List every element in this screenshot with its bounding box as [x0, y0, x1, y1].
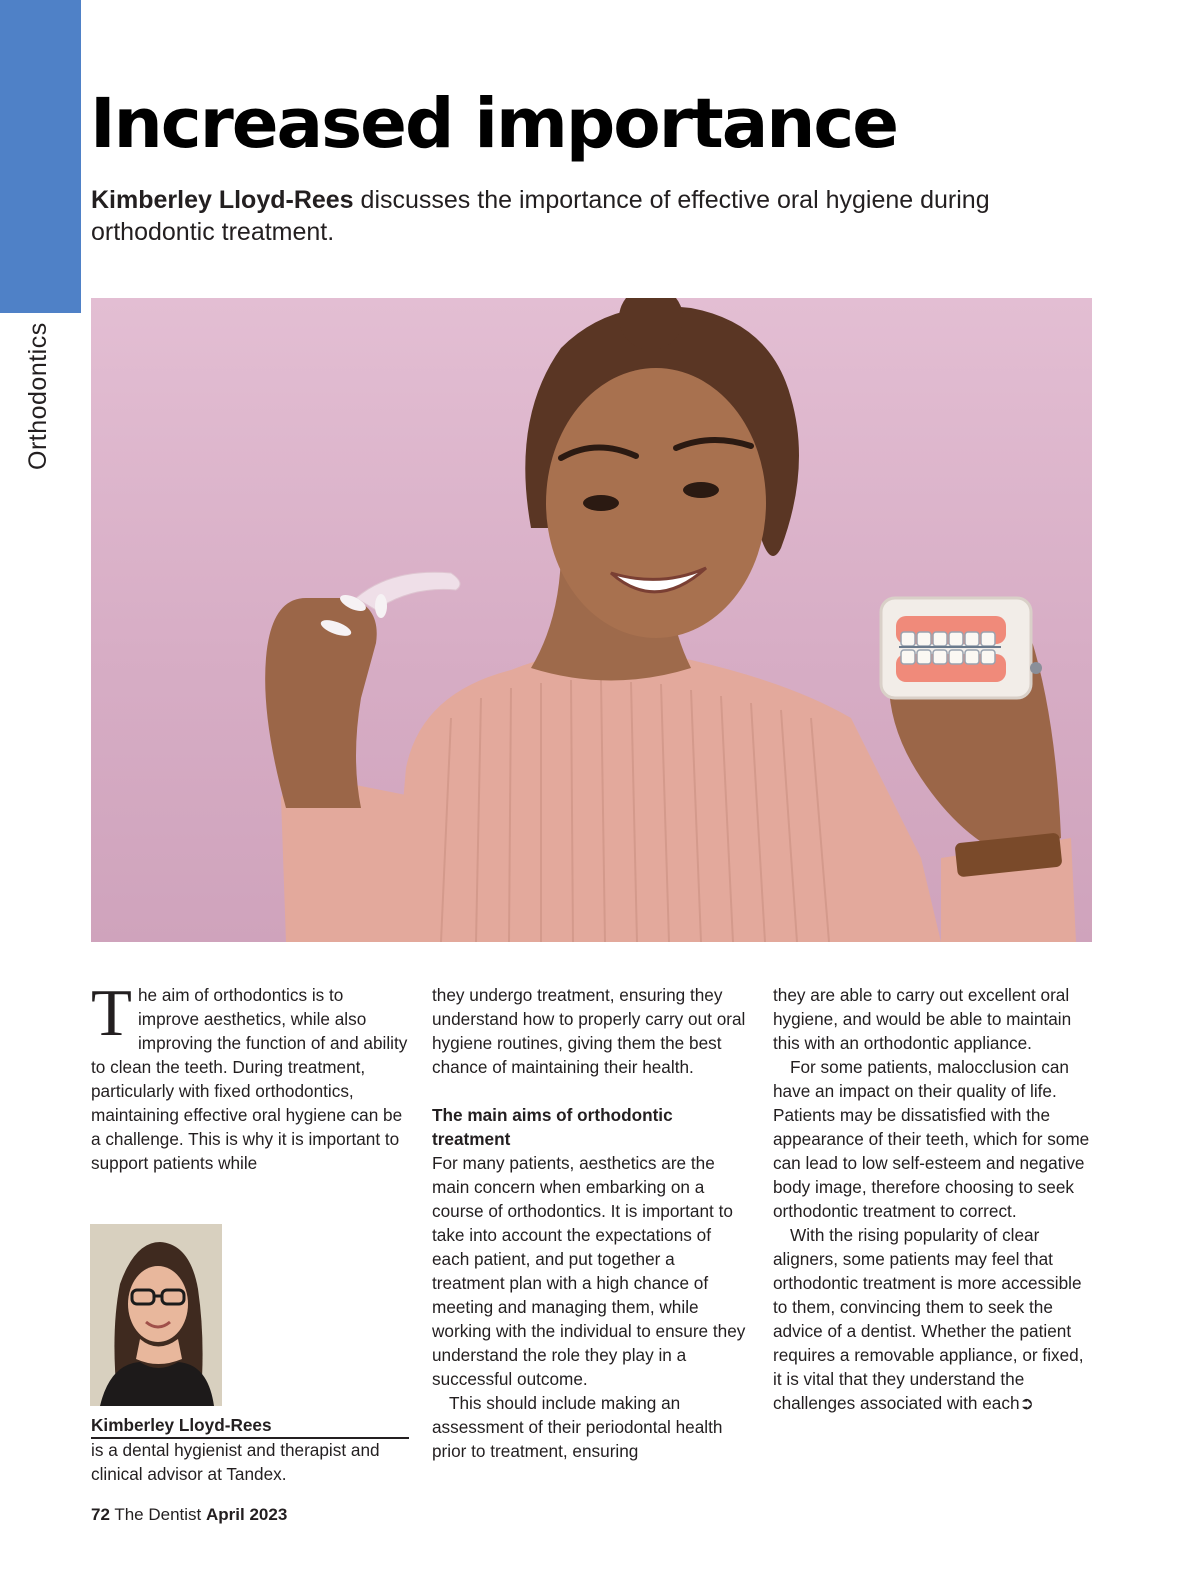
page-footer	[91, 1505, 287, 1525]
author-bio: is a dental hygienist and therapist and clinical advisor at Tandex.	[91, 1440, 380, 1484]
standfirst-text: discusses the importance of effective oral hygiene during orthodontic treatment.	[91, 186, 990, 246]
standfirst-author: Kimberley Lloyd-Rees	[91, 186, 354, 214]
body-paragraph: For some patients, malocclusion can have an impact on their quality of life. Patients may be dissatisfied with the appearance of their teeth, which for some can lead to low self-esteem and negative body image, therefore choosing to seek orthodontic treatment to correct.	[773, 1057, 1090, 1221]
body-paragraph: This should include making an assessment of their periodontal health prior to treatment, ensuring	[432, 1393, 723, 1461]
article-title: Increased importance	[90, 84, 898, 164]
author-name: Kimberley Lloyd-Rees	[91, 1413, 409, 1439]
body-paragraph: they undergo treatment, ensuring they understand how to properly carry out oral hygiene routines, giving them the best chance of maintaining their health.	[432, 985, 746, 1077]
paragraph-text: With the rising popularity of clear aligners, some patients may feel that orthodontic treatment is more accessible to them, convincing them to seek the advice of a dentist. Whether the patient requires a removable appliance, or fixed, it is vital that they understand the challenges associated with each	[773, 1225, 1084, 1413]
photo-dental-model	[881, 598, 1042, 698]
body-paragraph: they are able to carry out excellent oral hygiene, and would be able to maintain this with an orthodontic appliance.	[773, 985, 1072, 1053]
photo-aligner	[356, 572, 460, 610]
author-photo	[90, 1224, 222, 1406]
hero-photo	[91, 298, 1092, 942]
body-paragraph	[773, 1223, 1093, 1415]
page-number: 72	[91, 1505, 110, 1524]
publication-name: The Dentist	[114, 1505, 202, 1524]
body-column-2	[432, 983, 750, 1463]
paragraph-text: he aim of orthodontics is to improve aesthetics, while also improving the function of and ability to clean the teeth. During treatment, particularly with fixed orthodontics, maintaining effective oral hygiene can be a challenge. This is why it is important to support patients while	[91, 985, 408, 1173]
photo-sweater	[391, 648, 941, 942]
photo-face	[546, 368, 766, 638]
drop-cap: T	[91, 976, 132, 1050]
body-paragraph	[91, 976, 409, 1175]
continue-arrow-icon: ➲	[1019, 1393, 1034, 1413]
article-standfirst	[91, 184, 1051, 248]
section-label: Orthodontics	[24, 322, 52, 470]
body-paragraph: For many patients, aesthetics are the main concern when embarking on a course of orthodontics. It is important to take into account the expectations of each patient, and put together a treatment plan with a high chance of meeting and managing them, while working with the individual to ensure they understand the role they play in a successful outcome.	[432, 1153, 746, 1389]
section-subhead: The main aims of orthodontic treatment	[432, 1105, 673, 1149]
photo-left-hand	[265, 598, 377, 808]
body-column-3	[773, 983, 1093, 1415]
issue-date: April 2023	[206, 1505, 288, 1524]
section-color-bar	[0, 0, 81, 313]
body-column-1	[91, 976, 409, 1175]
